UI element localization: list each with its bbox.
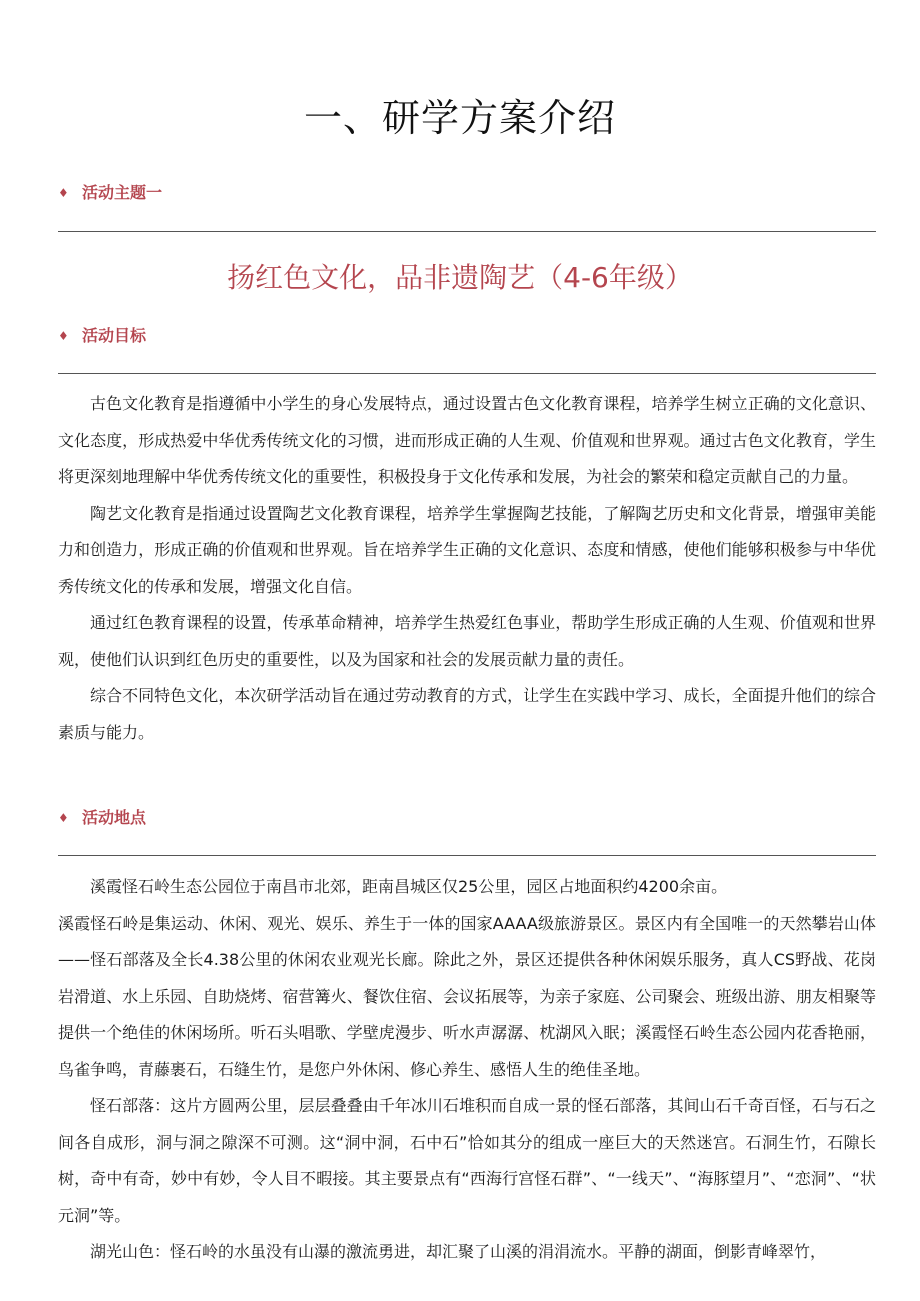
section-label-theme: 活动主题一 [82,183,163,202]
section-divider [58,855,876,856]
paragraph: 怪石部落：这片方圆两公里，层层叠叠由千年冰川石堆积而自成一景的怪石部落，其间山石千奇百怪，石与石之间各自成形，洞与洞之隙深不可测。这“洞中洞，石中石”恰如其分的组成一座巨大的天然迷宫。石洞生竹，石隙长树，奇中有奇，妙中有妙，令人目不暇接。其主要景点有“西海行宫怪石群”、“一线天”、“海豚望月”、“恋洞”、“状元洞”等。 [58,1096,876,1225]
diamond-bullet-icon: ♦ [58,186,69,200]
section-heading-theme [58,181,162,205]
page-title: 一、研学方案介绍 [303,96,616,140]
activity-theme-title: 扬红色文化，品非遗陶艺（4-6年级） [227,261,693,294]
diamond-bullet-icon: ♦ [58,811,69,825]
paragraph: 陶艺文化教育是指通过设置陶艺文化教育课程，培养学生掌握陶艺技能，了解陶艺历史和文化背景，增强审美能力和创造力，形成正确的价值观和世界观。旨在培养学生正确的文化意识、态度和情感，使他们能够积极参与中华优秀传统文化的传承和发展，增强文化自信。 [58,503,876,596]
section-divider [58,373,876,374]
paragraph: 古色文化教育是指遵循中小学生的身心发展特点，通过设置古色文化教育课程，培养学生树立正确的文化意识、文化态度，形成热爱中华优秀传统文化的习惯，进而形成正确的人生观、价值观和世界观。通过古色文化教育，学生将更深刻地理解中华优秀传统文化的重要性，积极投身于文化传承和发展，为社会的繁荣和稳定贡献自己的力量。 [58,394,876,486]
paragraph: 溪霞怪石岭生态公园位于南昌市北郊，距南昌城区仅25公里，园区占地面积约4200余亩。 [90,877,728,896]
paragraph: 湖光山色：怪石岭的水虽没有山瀑的激流勇进，却汇聚了山溪的涓涓流水。平静的湖面，倒影青峰翠竹， [90,1242,827,1261]
paragraph: 溪霞怪石岭是集运动、休闲、观光、娱乐、养生于一体的国家AAAA级旅游景区。景区内有全国唯一的天然攀岩山体——怪石部落及全长4.38公里的休闲农业观光长廊。除此之外，景区还提供各种休闲娱乐服务，真人CS野战、花岗岩滑道、水上乐园、自助烧烤、宿营篝火、餐饮住宿、会议拓展等，为亲子家庭、公司聚会、班级出游、朋友相聚等提供一个绝佳的休闲场所。听石头唱歌、学壁虎漫步、听水声潺潺、枕湖风入眠；溪霞怪石岭生态公园内花香艳丽，鸟雀争鸣，青藤裹石，石缝生竹，是您户外休闲、修心养生、感悟人生的绝佳圣地。 [58,913,876,1079]
section-heading-goals [58,324,146,348]
section-label-goals: 活动目标 [82,326,147,345]
paragraph: 通过红色教育课程的设置，传承革命精神，培养学生热爱红色事业，帮助学生形成正确的人生观、价值观和世界观，使他们认识到红色历史的重要性，以及为国家和社会的发展贡献力量的责任。 [58,613,876,669]
section-divider [58,231,876,232]
section-heading-location [58,806,146,830]
section-label-location: 活动地点 [82,808,147,827]
location-body [58,869,876,1271]
diamond-bullet-icon: ♦ [58,329,69,343]
goals-body [58,386,876,751]
paragraph: 综合不同特色文化，本次研学活动旨在通过劳动教育的方式，让学生在实践中学习、成长，全面提升他们的综合素质与能力。 [58,686,876,742]
